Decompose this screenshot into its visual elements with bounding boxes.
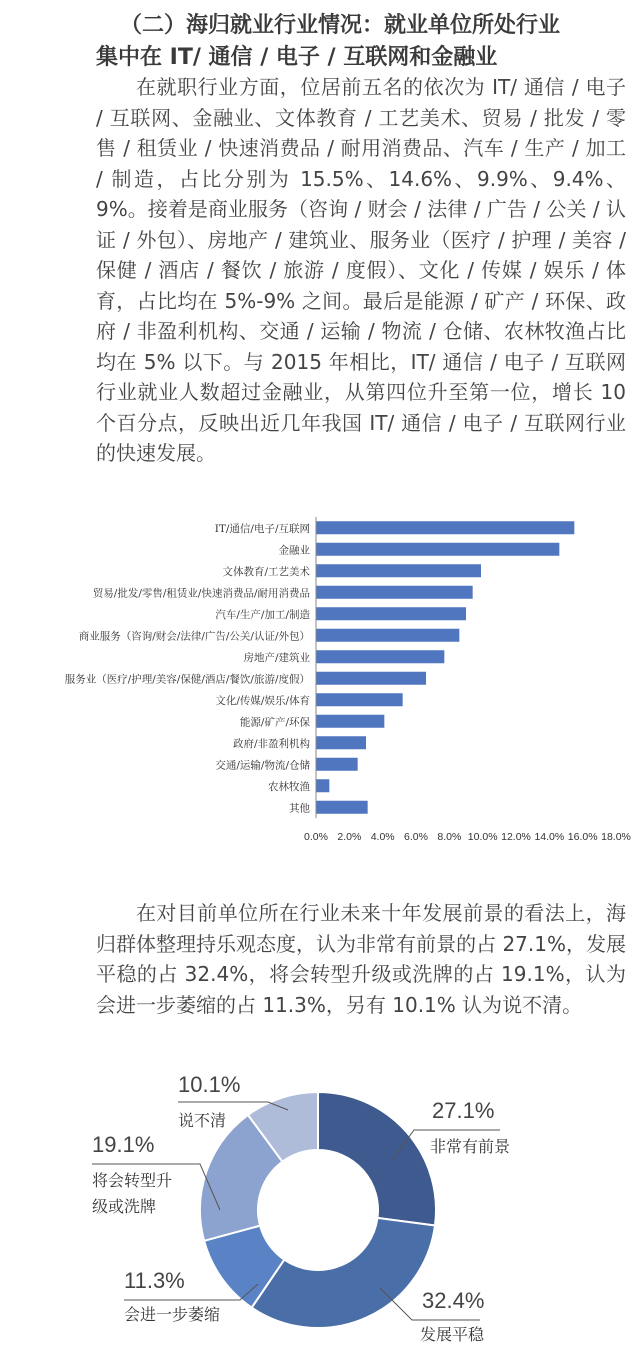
bar xyxy=(316,779,329,792)
x-tick-label: 0.0% xyxy=(304,831,328,843)
donut-slice xyxy=(318,1092,436,1226)
bar xyxy=(316,693,403,706)
bar xyxy=(316,650,444,663)
outlook-donut-chart xyxy=(0,1060,640,1350)
bar xyxy=(316,715,384,728)
bar xyxy=(316,672,426,685)
section-heading-line2: 集中在 IT/ 通信 / 电子 / 互联网和金融业 xyxy=(96,45,498,70)
x-tick-label: 18.0% xyxy=(601,831,631,843)
slice-name-label: 将会转型升级或洗牌 xyxy=(92,1171,173,1216)
category-label: 房地产/建筑业 xyxy=(243,651,310,664)
bar xyxy=(316,564,481,577)
bar xyxy=(316,801,368,814)
x-tick-label: 4.0% xyxy=(370,831,395,843)
bar xyxy=(316,586,473,599)
slice-name-label: 说不清 xyxy=(178,1111,227,1130)
x-tick-label: 2.0% xyxy=(337,831,362,843)
x-tick-label: 10.0% xyxy=(467,831,498,843)
category-label: 能源/矿产/环保 xyxy=(239,716,310,729)
category-label: 服务业（医疗/护理/美容/保健/酒店/餐饮/旅游/度假） xyxy=(64,673,310,686)
x-tick-label: 8.0% xyxy=(437,831,462,843)
bar xyxy=(316,758,358,771)
slice-percent-label: 19.1% xyxy=(92,1132,155,1157)
x-tick-label: 14.0% xyxy=(534,831,565,843)
category-label: 贸易/批发/零售/租赁业/快速消费品/耐用消费品 xyxy=(92,587,310,600)
category-label: 其他 xyxy=(289,802,310,815)
slice-percent-label: 32.4% xyxy=(422,1288,485,1313)
bar xyxy=(316,521,574,534)
category-label: 文化/传媒/娱乐/体育 xyxy=(215,694,310,707)
category-label: 交通/运输/物流/仓储 xyxy=(215,759,310,772)
category-label: 政府/非盈利机构 xyxy=(232,737,310,750)
slice-name-label: 发展平稳 xyxy=(420,1325,485,1344)
outlook-paragraph: 在对目前单位所在行业未来十年发展前景的看法上，海归群体整理持乐观态度，认为非常有前景的占 27.1%，发展平稳的占 32.4%，将会转型升级或洗牌的占 19.1%，认为会进一步萎缩的占 11.3%，另有 10.1% 认为说不清。 xyxy=(96,901,626,1017)
category-label: 金融业 xyxy=(278,544,310,557)
bar xyxy=(316,607,466,620)
x-tick-label: 12.0% xyxy=(501,831,531,843)
slice-name-label: 非常有前景 xyxy=(430,1137,511,1156)
category-label: 农林牧渔 xyxy=(268,780,310,793)
slice-percent-label: 11.3% xyxy=(124,1268,185,1293)
bar xyxy=(316,629,459,642)
category-label: IT/通信/电子/互联网 xyxy=(214,522,310,535)
slice-percent-label: 10.1% xyxy=(178,1072,241,1097)
category-label: 文体教育/工艺美术 xyxy=(222,565,310,578)
industry-bar-chart xyxy=(0,500,640,845)
industry-paragraph: 在就职行业方面，位居前五名的依次为 IT/ 通信 / 电子 / 互联网、金融业、文体教育 / 工艺美术、贸易 / 批发 / 零售 / 租赁业 / 快速消费品 / 耐用消费品、汽车 / 生产 / 加工 / 制造，占比分别为 15.5%、14.6%、9.9%、9.4%、9%。接着是商业服务（咨询 / 财会 / 法律 / 广告 / 公关 / 认证 / 外包）、房地产 / 建筑业、服务业（医疗 / 护理 / 美容 / 保健 / 酒店 / 餐饮 / 旅游 / 度假）、文化 / 传媒 / 娱乐 / 体育，占比均在 5%-9% 之间。最后是能源 / 矿产 / 环保、政府 / 非盈利机构、交通 / 运输 / 物流 / 仓储、农林牧渔占比均在 5% 以下。与 2015 年相比，IT/ 通信 / 电子 / 互联网行业就业人数超过金融业，从第四位升至第一位，增长 10 个百分点，反映出近几年我国 IT/ 通信 / 电子 / 互联网行业的快速发展。 xyxy=(96,75,626,465)
donut-slice xyxy=(252,1218,435,1328)
bar xyxy=(316,736,366,749)
bar xyxy=(316,543,559,556)
x-tick-label: 6.0% xyxy=(404,831,428,843)
category-label: 商业服务（咨询/财会/法律/广告/公关/认证/外包） xyxy=(78,630,310,643)
section-heading-line1: （二）海归就业行业情况：就业单位所处行业 xyxy=(120,13,561,38)
section-heading xyxy=(96,10,636,74)
category-label: 汽车/生产/加工/制造 xyxy=(215,608,310,621)
slice-name-label: 会进一步萎缩 xyxy=(124,1305,221,1324)
x-tick-label: 16.0% xyxy=(567,831,598,843)
slice-percent-label: 27.1% xyxy=(432,1098,495,1123)
